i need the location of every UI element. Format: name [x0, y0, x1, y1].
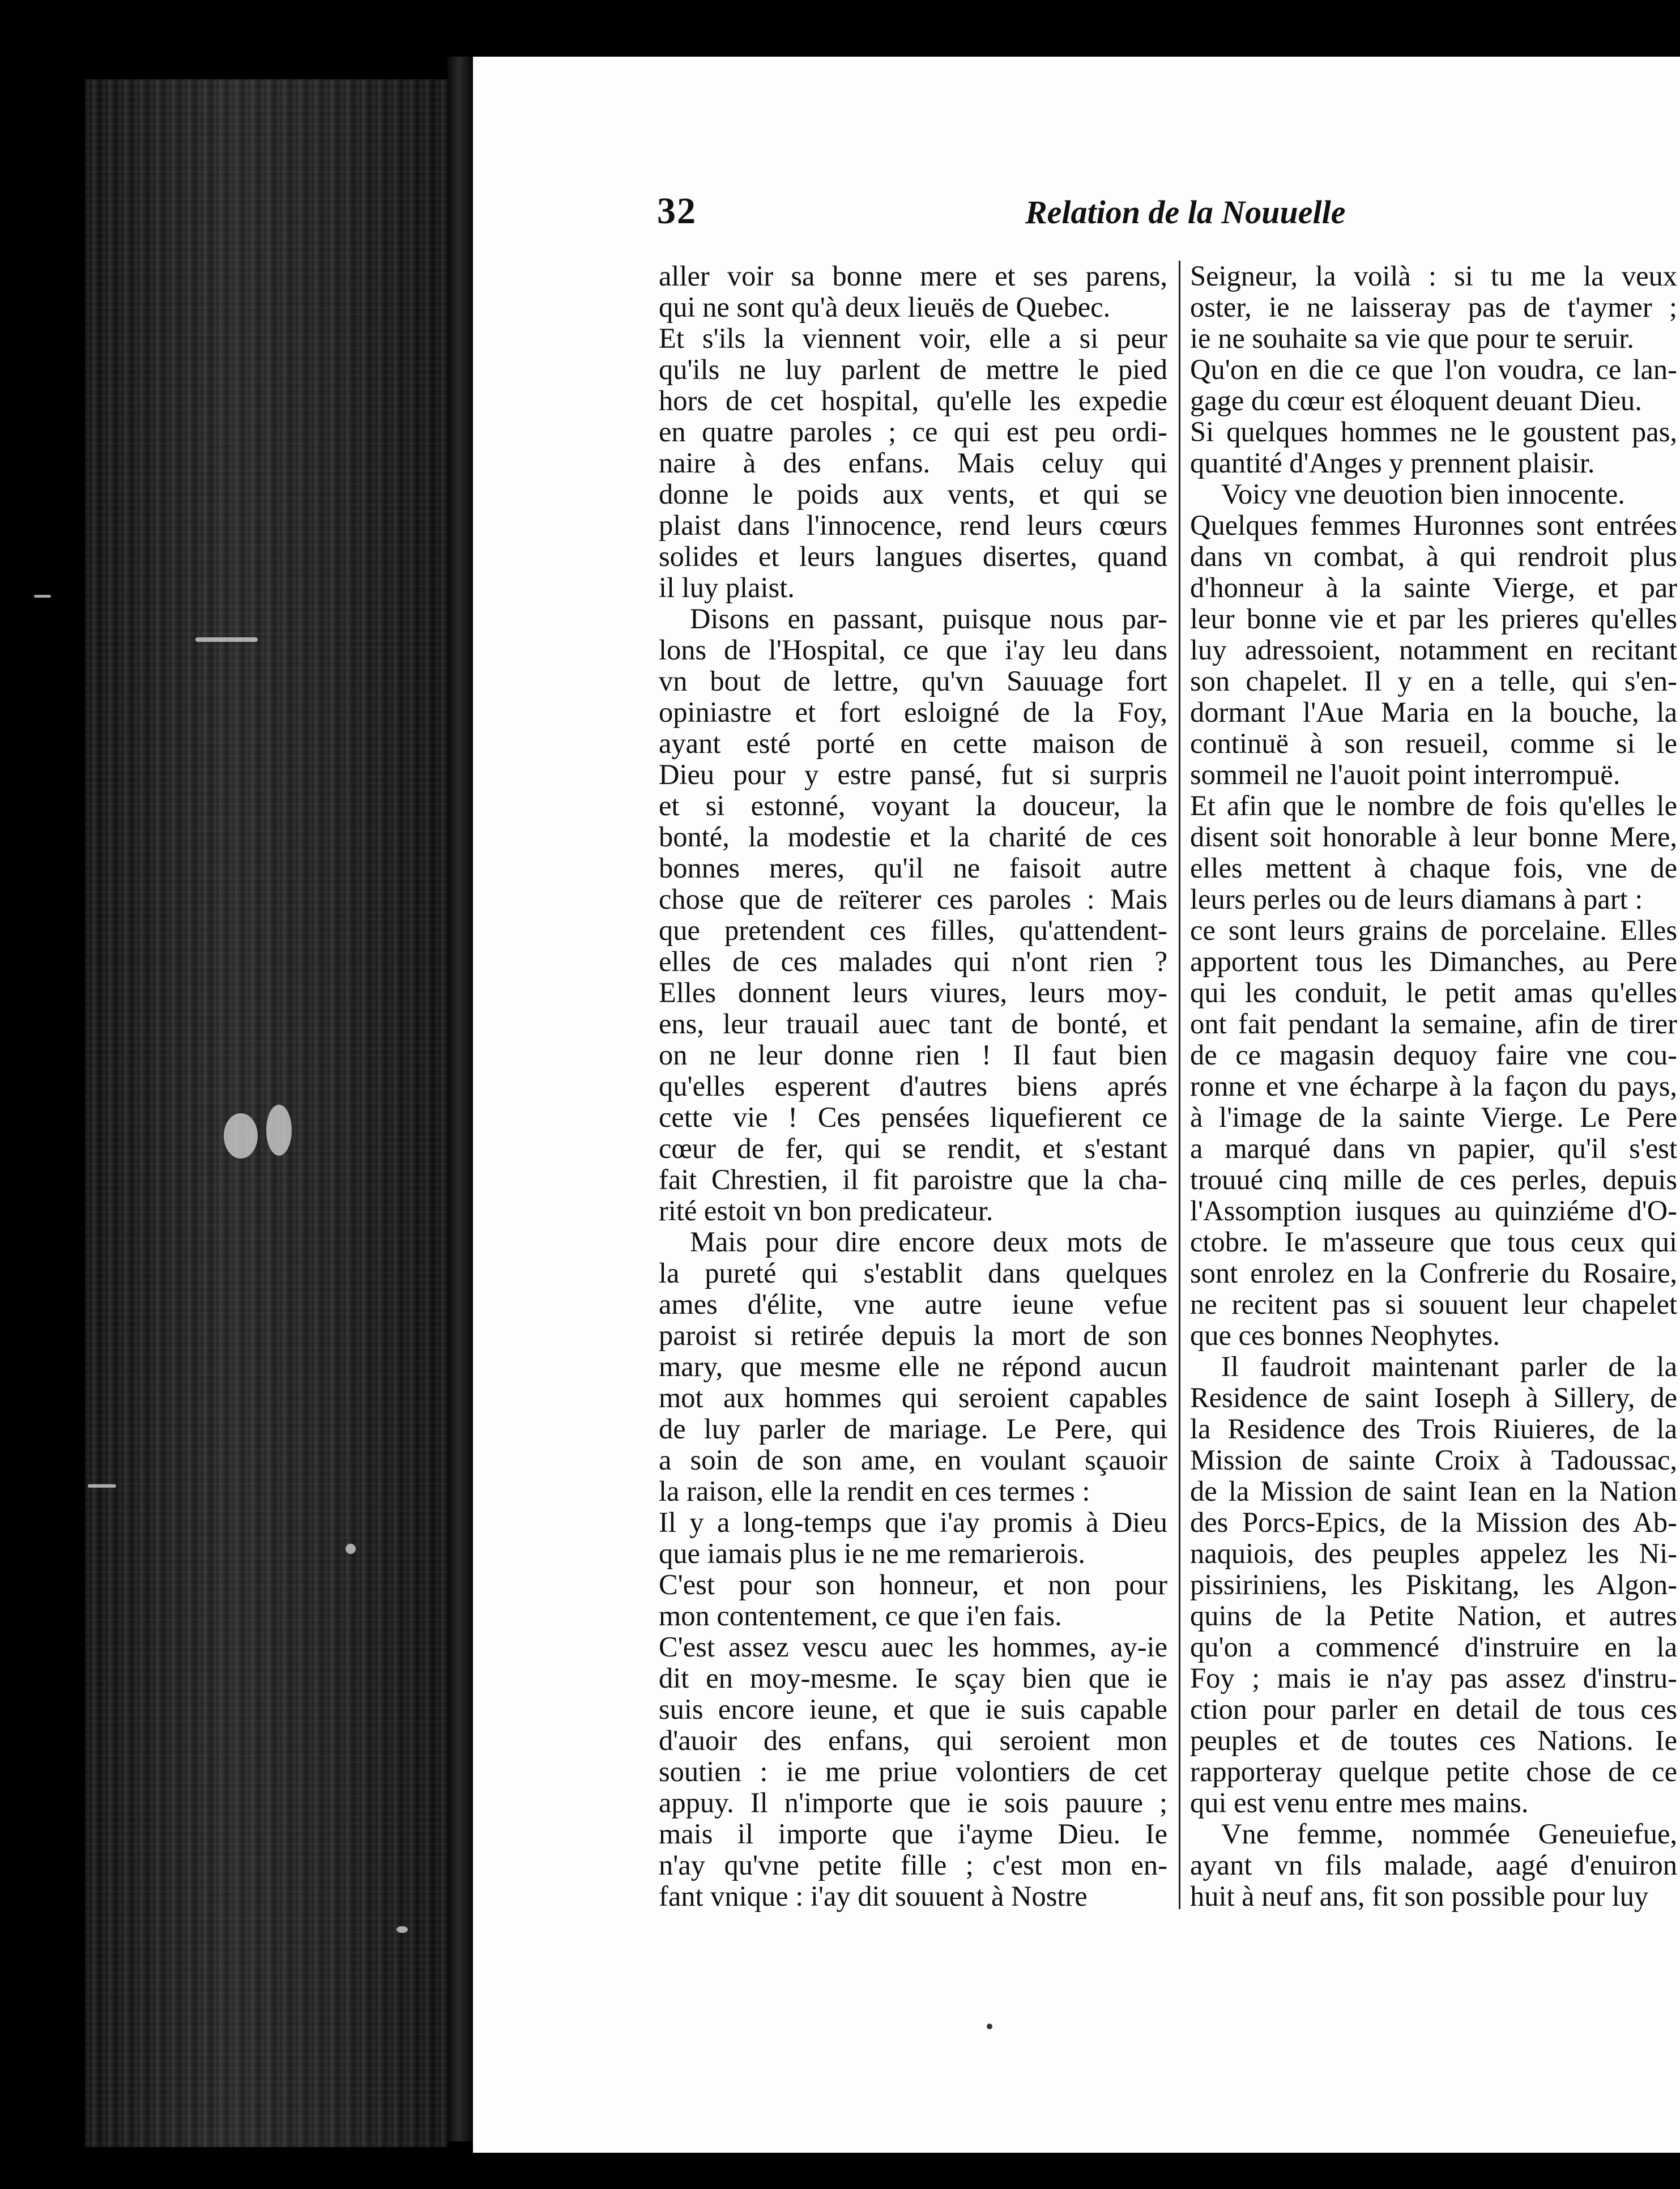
text-line: de ce magasin dequoy faire vne cou-: [1190, 1040, 1677, 1071]
text-line: lons de l'Hospital, ce que i'ay leu dans: [659, 634, 1167, 666]
text-line: Si quelques hommes ne le goustent pas,: [1190, 416, 1677, 448]
text-line: Mission de sainte Croix à Tadoussac,: [1190, 1445, 1677, 1476]
page-header: [657, 190, 1592, 246]
text-line: en quatre paroles ; ce qui est peu ordi-: [659, 416, 1167, 448]
dust-speck: [346, 1544, 356, 1554]
text-line: Qu'on en die ce que l'on voudra, ce lan-: [1190, 354, 1677, 385]
text-line: dans vn combat, à qui rendroit plus: [1190, 541, 1677, 572]
text-line: n'ay qu'vne petite fille ; c'est mon en-: [659, 1850, 1167, 1881]
text-line: la pureté qui s'establit dans quelques: [659, 1258, 1167, 1289]
text-line: que ces bonnes Neophytes.: [1190, 1320, 1500, 1351]
text-line: ames d'élite, vne autre ieune vefue: [659, 1289, 1167, 1320]
text-line: Seigneur, la voilà : si tu me la veux: [1190, 261, 1677, 292]
book-spine: [85, 79, 447, 2147]
text-line: chose que de reïterer ces paroles : Mais: [659, 884, 1167, 915]
text-line: fait Chrestien, il fit paroistre que la cha-: [659, 1164, 1167, 1195]
text-line: ont fait pendant la semaine, afin de tirer: [1190, 1008, 1677, 1040]
text-line: Quelques femmes Huronnes sont entrées: [1190, 510, 1677, 541]
dust-speck: [195, 637, 258, 642]
text-line: Foy ; mais ie n'ay pas assez d'instru-: [1190, 1663, 1677, 1694]
text-line: ayant esté porté en cette maison de: [659, 728, 1167, 759]
text-line: que pretendent ces filles, qu'attendent-: [659, 915, 1167, 946]
text-line: Il y a long-temps que i'ay promis à Dieu: [659, 1507, 1167, 1538]
text-line: cette vie ! Ces pensées liquefierent ce: [659, 1102, 1167, 1133]
text-line: elles mettent à chaque fois, vne de: [1190, 853, 1677, 884]
text-line: leur bonne vie et par les prieres qu'elles: [1190, 603, 1677, 634]
text-line: l'Assomption iusques au quinziéme d'O-: [1190, 1195, 1677, 1226]
text-line: à l'image de la sainte Vierge. Le Pere: [1190, 1102, 1677, 1133]
text-line: qui est venu entre mes mains.: [1190, 1787, 1529, 1819]
text-line: huit à neuf ans, fit son possible pour luy: [1190, 1881, 1649, 1912]
text-line: ctobre. Ie m'asseure que tous ceux qui: [1190, 1226, 1677, 1258]
text-line: dit en moy-mesme. Ie sçay bien que ie: [659, 1663, 1167, 1694]
text-line: naire à des enfans. Mais celuy qui: [659, 448, 1167, 479]
text-line: opiniastre et fort esloigné de la Foy,: [659, 697, 1167, 728]
text-line: Elles donnent leurs viures, leurs moy-: [659, 977, 1167, 1008]
dust-speck: [266, 1105, 292, 1156]
text-line: bonté, la modestie et la charité de ces: [659, 821, 1167, 853]
text-line: peuples et de toutes ces Nations. Ie: [1190, 1725, 1677, 1756]
text-line: on ne leur donne rien ! Il faut bien: [659, 1040, 1167, 1071]
text-line: trouué cinq mille de ces perles, depuis: [1190, 1164, 1677, 1195]
dust-speck: [224, 1113, 258, 1159]
text-line: d'honneur à la sainte Vierge, et par: [1190, 572, 1677, 603]
text-line: cœur de fer, qui se rendit, et s'estant: [659, 1133, 1167, 1164]
text-line: ie ne souhaite sa vie que pour te seruir.: [1190, 323, 1634, 354]
text-line: quantité d'Anges y prennent plaisir.: [1190, 448, 1595, 479]
text-line: mot aux hommes qui seroient capables: [659, 1382, 1167, 1413]
text-line: la raison, elle la rendit en ces termes :: [659, 1476, 1090, 1507]
text-line: a soin de son ame, en voulant sçauoir: [659, 1445, 1167, 1476]
text-line: ction pour parler en detail de tous ces: [1190, 1694, 1677, 1725]
text-line: pissiriniens, les Piskitang, les Algon-: [1190, 1569, 1677, 1600]
text-line: fant vnique : i'ay dit souuent à Nostre: [659, 1881, 1088, 1912]
text-line: Residence de saint Ioseph à Sillery, de: [1190, 1382, 1677, 1413]
text-line: que iamais plus ie ne me remarierois.: [659, 1538, 1086, 1569]
text-line: bonnes meres, qu'il ne faisoit autre: [659, 853, 1167, 884]
running-title: Relation de la Nouuelle: [1025, 194, 1346, 231]
text-line: soutien : ie me priue volontiers de cet: [659, 1756, 1167, 1787]
text-line: rapporteray quelque petite chose de ce: [1190, 1756, 1677, 1787]
text-line: Voicy vne deuotion bien innocente.: [1221, 479, 1625, 510]
text-line: son chapelet. Il y en a telle, qui s'en-: [1190, 666, 1677, 697]
text-line: qu'elles esperent d'autres biens aprés: [659, 1071, 1167, 1102]
text-line: mary, que mesme elle ne répond aucun: [659, 1351, 1167, 1382]
text-line: appuy. Il n'importe que ie sois pauure ;: [659, 1787, 1167, 1819]
text-line: sommeil ne l'auoit point interrompuë.: [1190, 759, 1621, 790]
text-line: Disons en passant, puisque nous par-: [690, 603, 1167, 634]
text-line: la Residence des Trois Riuieres, de la: [1190, 1413, 1677, 1445]
text-line: plaist dans l'innocence, rend leurs cœurs: [659, 510, 1167, 541]
text-line: disent soit honorable à leur bonne Mere,: [1190, 821, 1677, 853]
text-line: qu'ils ne luy parlent de mettre le pied: [659, 354, 1167, 385]
text-line: gage du cœur est éloquent deuant Dieu.: [1190, 385, 1642, 416]
dust-speck: [88, 1484, 116, 1488]
text-line: Dieu pour y estre pansé, fut si surpris: [659, 759, 1167, 790]
text-line: leurs perles ou de leurs diamans à part :: [1190, 884, 1643, 915]
text-line: Il faudroit maintenant parler de la: [1221, 1351, 1677, 1382]
text-line: de luy parler de mariage. Le Pere, qui: [659, 1413, 1167, 1445]
text-line: aller voir sa bonne mere et ses parens,: [659, 261, 1167, 292]
text-line: luy adressoient, notamment en recitant: [1190, 634, 1677, 666]
text-line: ens, leur trauail auec tant de bonté, et: [659, 1008, 1167, 1040]
text-line: Vne femme, nommée Geneuiefue,: [1221, 1819, 1677, 1850]
page-gutter-shadow: [447, 57, 476, 2141]
text-line: elles de ces malades qui n'ont rien ?: [659, 946, 1167, 977]
text-line: ce sont leurs grains de porcelaine. Elles: [1190, 915, 1677, 946]
text-line: hors de cet hospital, qu'elle les expedie: [659, 385, 1167, 416]
text-line: de la Mission de saint Iean en la Nation: [1190, 1476, 1677, 1507]
text-line: qui ne sont qu'à deux lieuës de Quebec.: [659, 292, 1111, 323]
text-line: paroist si retirée depuis la mort de son: [659, 1320, 1167, 1351]
text-line: apportent tous les Dimanches, au Pere: [1190, 946, 1677, 977]
dust-speck: [396, 1926, 408, 1933]
text-line: Mais pour dire encore deux mots de: [690, 1226, 1167, 1258]
dust-speck: [34, 595, 51, 598]
text-line: d'auoir des enfans, qui seroient mon: [659, 1725, 1167, 1756]
text-line: suis encore ieune, et que ie suis capable: [659, 1694, 1167, 1725]
text-line: sont enrolez en la Confrerie du Rosaire,: [1190, 1258, 1677, 1289]
text-line: Et s'ils la viennent voir, elle a si peur: [659, 323, 1167, 354]
text-line: C'est pour son honneur, et non pour: [659, 1569, 1167, 1600]
text-line: naquiois, des peuples appelez les Ni-: [1190, 1538, 1677, 1569]
text-line: qui les conduit, le petit amas qu'elles: [1190, 977, 1677, 1008]
text-line: qu'on a commencé d'instruire en la: [1190, 1632, 1677, 1663]
text-line: il luy plaist.: [659, 572, 795, 603]
text-line: solides et leurs langues disertes, quand: [659, 541, 1167, 572]
text-line: des Porcs-Epics, de la Mission des Ab-: [1190, 1507, 1677, 1538]
left-text-column: [659, 261, 1167, 1912]
page-number: 32: [657, 190, 697, 232]
text-line: Et afin que le nombre de fois qu'elles le: [1190, 790, 1677, 821]
text-line: a marqué dans vn papier, qu'il s'est: [1190, 1133, 1677, 1164]
text-line: et si estonné, voyant la douceur, la: [659, 790, 1167, 821]
text-line: mon contentement, ce que i'en fais.: [659, 1600, 1062, 1632]
text-line: oster, ie ne laisseray pas de t'aymer ;: [1190, 292, 1677, 323]
text-line: ronne et vne écharpe à la façon du pays,: [1190, 1071, 1677, 1102]
text-line: quins de la Petite Nation, et autres: [1190, 1600, 1677, 1632]
text-line: continuë à son resueil, comme si le: [1190, 728, 1677, 759]
text-line: vn bout de lettre, qu'vn Sauuage fort: [659, 666, 1167, 697]
column-divider: [1179, 261, 1180, 1909]
text-line: C'est assez vescu auec les hommes, ay-ie: [659, 1632, 1167, 1663]
text-line: rité estoit vn bon predicateur.: [659, 1195, 993, 1226]
text-line: dormant l'Aue Maria en la bouche, la: [1190, 697, 1677, 728]
text-line: ayant vn fils malade, aagé d'enuiron: [1190, 1850, 1677, 1881]
footer-mark: [987, 2024, 992, 2029]
text-line: donne le poids aux vents, et qui se: [659, 479, 1167, 510]
text-line: ne recitent pas si souuent leur chapelet: [1190, 1289, 1677, 1320]
text-line: mais il importe que i'ayme Dieu. Ie: [659, 1819, 1167, 1850]
right-text-column: [1190, 261, 1677, 1912]
